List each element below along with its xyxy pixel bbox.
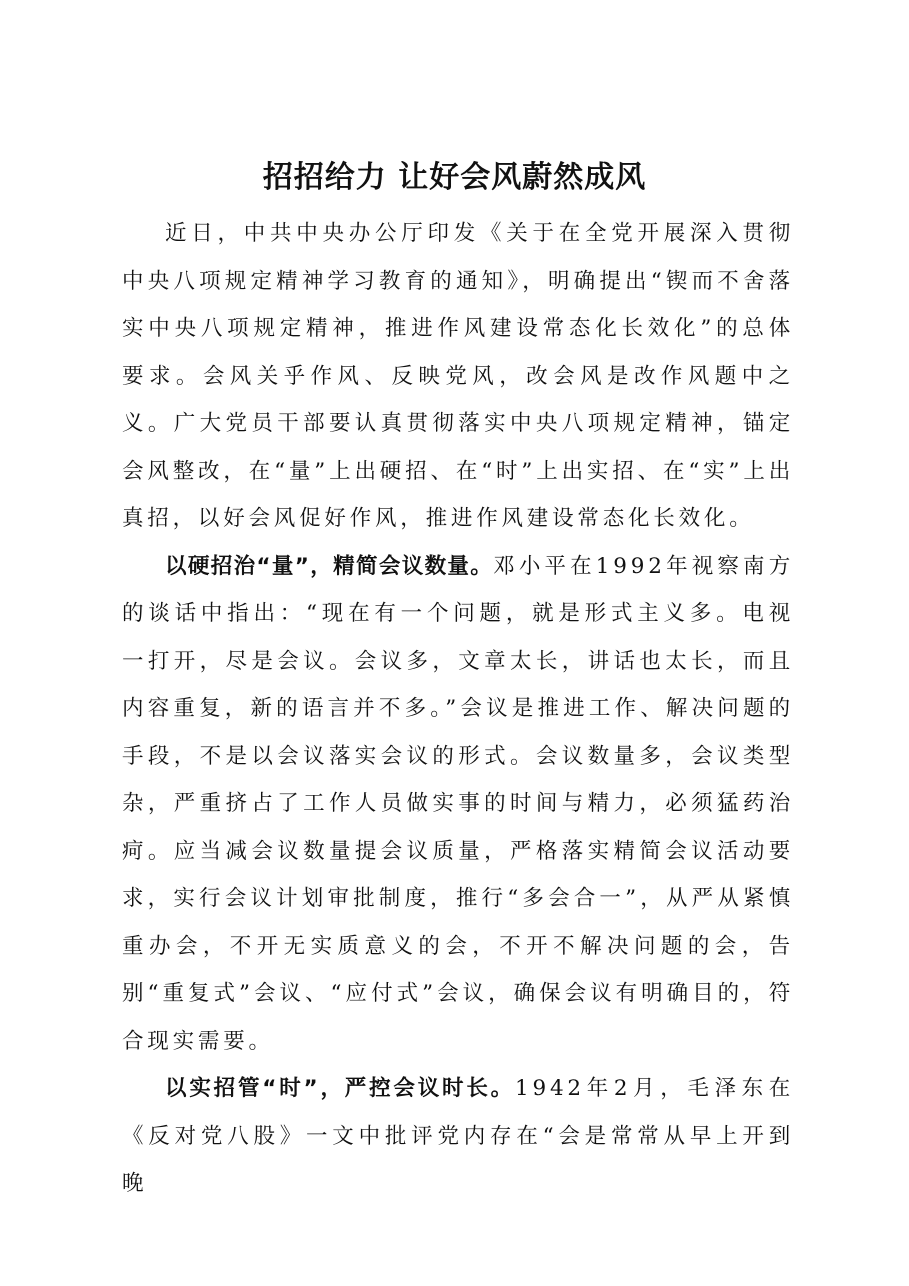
paragraph-time (122, 1065, 794, 1208)
paragraph-lead: 以实招管“时”，严控会议时长。 (165, 1076, 515, 1101)
paragraph-text: 1942年2月，毛泽东在《反对党八股》一文中批评党内存在“会是常常从早上开到晚 (122, 1076, 794, 1196)
paragraph-text: 近日，中共中央办公厅印发《关于在全党开展深入贯彻中央八项规定精神学习教育的通知》，明确提出“锲而不舍落实中央八项规定精神，推进作风建设常态化长效化”的总体要求。会风关乎作风、反映党风，改会风是改作风题中之义。广大党员干部要认真贯彻落实中央八项规定精神，锚定会风整改，在“量”上出硬招、在“时”上出实招、在“实”上出真招，以好会风促好作风，推进作风建设常态化长效化。 (122, 221, 794, 531)
paragraph-intro (122, 210, 794, 543)
paragraph-text: 邓小平在1992年视察南方的谈话中指出：“现在有一个问题，就是形式主义多。电视一打开，尽是会议。会议多，文章太长，讲话也太长，而且内容重复，新的语言并不多。”会议是推进工作、解决问题的手段，不是以会议落实会议的形式。会议数量多，会议类型杂，严重挤占了工作人员做实事的时间与精力，必须猛药治疴。应当减会议数量提会议质量，严格落实精简会议活动要求，实行会议计划审批制度，推行“多会合一”，从严从紧慎重办会，不开无实质意义的会，不开不解决问题的会，告别“重复式”会议、“应付式”会议，确保会议有明确目的，符合现实需要。 (122, 553, 795, 1054)
document-title: 招招给力 让好会风蔚然成风 (262, 160, 647, 195)
paragraph-lead: 以硬招治“量”，精简会议数量。 (165, 553, 494, 579)
document-body (122, 210, 794, 1208)
paragraph-quantity (122, 543, 794, 1066)
